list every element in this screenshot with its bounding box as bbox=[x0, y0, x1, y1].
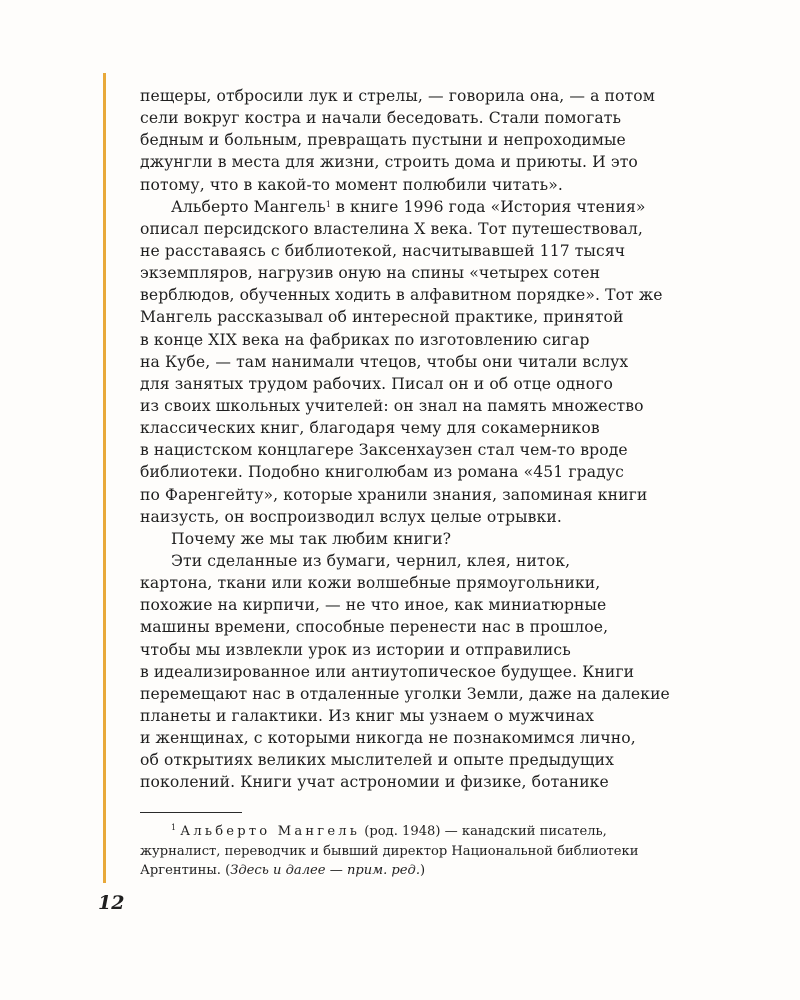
text-line: библиотеки. Подобно книголюбам из романа «451 градус bbox=[140, 463, 624, 482]
footnote-line bbox=[140, 822, 710, 842]
text-line: наизусть, он воспроизводил вслух целые отрывки. bbox=[140, 507, 562, 526]
text-line: и женщинах, с которыми никогда не познакомимся лично, bbox=[140, 729, 636, 748]
footnote-line-rest: (род. 1948) — канадский писатель, bbox=[360, 824, 607, 839]
editor-note: Здесь и далее — прим. ред. bbox=[230, 863, 420, 879]
text-line: по Фаренгейту», которые хранили знания, запоминая книги bbox=[140, 485, 648, 504]
footnote-reference: 1 bbox=[325, 199, 332, 209]
text-line: об открытиях великих мыслителей и опыте предыдущих bbox=[140, 751, 615, 770]
text-line: бедным и больным, превращать пустыни и непроходимые bbox=[140, 131, 626, 150]
text-line: в нацистском концлагере Заксенхаузен стал чем-то вроде bbox=[140, 441, 628, 460]
text-line: Почему же мы так любим книги? bbox=[171, 529, 452, 548]
text-line: описал персидского властелина X века. Тот путешествовал, bbox=[140, 219, 643, 238]
text-line: планеты и галактики. Из книг мы узнаем о мужчинах bbox=[140, 706, 595, 725]
text-line: верблюдов, обученных ходить в алфавитном порядке». Тот же bbox=[140, 286, 663, 305]
text-line: в конце XIX века на фабриках по изготовлению сигар bbox=[140, 330, 590, 349]
text-line: машины времени, способные перенести нас в прошлое, bbox=[140, 618, 609, 637]
text-line-rest: в книге 1996 года «История чтения» bbox=[331, 197, 646, 216]
text-line: пещеры, отбросили лук и стрелы, — говорила она, — а потом bbox=[140, 87, 655, 105]
footnote-ref-text: Альберто Мангель bbox=[171, 197, 326, 216]
text-line: на Кубе, — там нанимали чтецов, чтобы они читали вслух bbox=[140, 352, 629, 371]
text-line: поколений. Книги учат астрономии и физике, ботанике bbox=[140, 773, 609, 792]
text-line: чтобы мы извлекли урок из истории и отправились bbox=[140, 640, 571, 659]
text-line bbox=[140, 196, 710, 218]
text-line: Эти сделанные из бумаги, чернил, клея, ниток, bbox=[171, 551, 571, 570]
text-line: из своих школьных учителей: он знал на память множество bbox=[140, 396, 644, 415]
text-line: не расставаясь с библиотекой, насчитывавшей 117 тысяч bbox=[140, 241, 626, 260]
text-line: экземпляров, нагрузив оную на спины «четырех сотен bbox=[140, 264, 601, 283]
text-line: похожие на кирпичи, — не что иное, как миниатюрные bbox=[140, 596, 607, 615]
text-line: потому, что в какой-то момент полюбили читать». bbox=[140, 175, 563, 194]
text-line: классических книг, благодаря чему для сокамерников bbox=[140, 419, 600, 438]
body-text bbox=[140, 85, 710, 794]
footnote-line: журналист, переводчик и бывший директор Национальной библиотеки bbox=[140, 843, 639, 859]
page-number: 12 bbox=[98, 892, 125, 914]
footnote-line-start: Аргентины. ( bbox=[140, 863, 231, 879]
text-line: перемещают нас в отдаленные уголки Земли, даже на далекие bbox=[140, 684, 670, 703]
footnote-line bbox=[140, 861, 710, 881]
footnote-line-end: ) bbox=[420, 863, 426, 879]
text-line: в идеализированное или антиутопическое будущее. Книги bbox=[140, 662, 635, 681]
text-line: Мангель рассказывал об интересной практике, принятой bbox=[140, 308, 624, 327]
footnote bbox=[140, 822, 710, 881]
footnote-divider bbox=[140, 812, 242, 813]
text-line: для занятых трудом рабочих. Писал он и об отце одного bbox=[140, 374, 614, 393]
margin-accent-bar bbox=[103, 73, 106, 883]
footnote-marker: 1 bbox=[171, 823, 177, 832]
footnote-author-name: Альберто Мангель bbox=[180, 824, 361, 839]
text-line: сели вокруг костра и начали беседовать. Стали помогать bbox=[140, 109, 622, 128]
text-line: джунгли в места для жизни, строить дома и приюты. И это bbox=[140, 153, 638, 172]
text-line: картона, ткани или кожи волшебные прямоугольники, bbox=[140, 574, 601, 593]
